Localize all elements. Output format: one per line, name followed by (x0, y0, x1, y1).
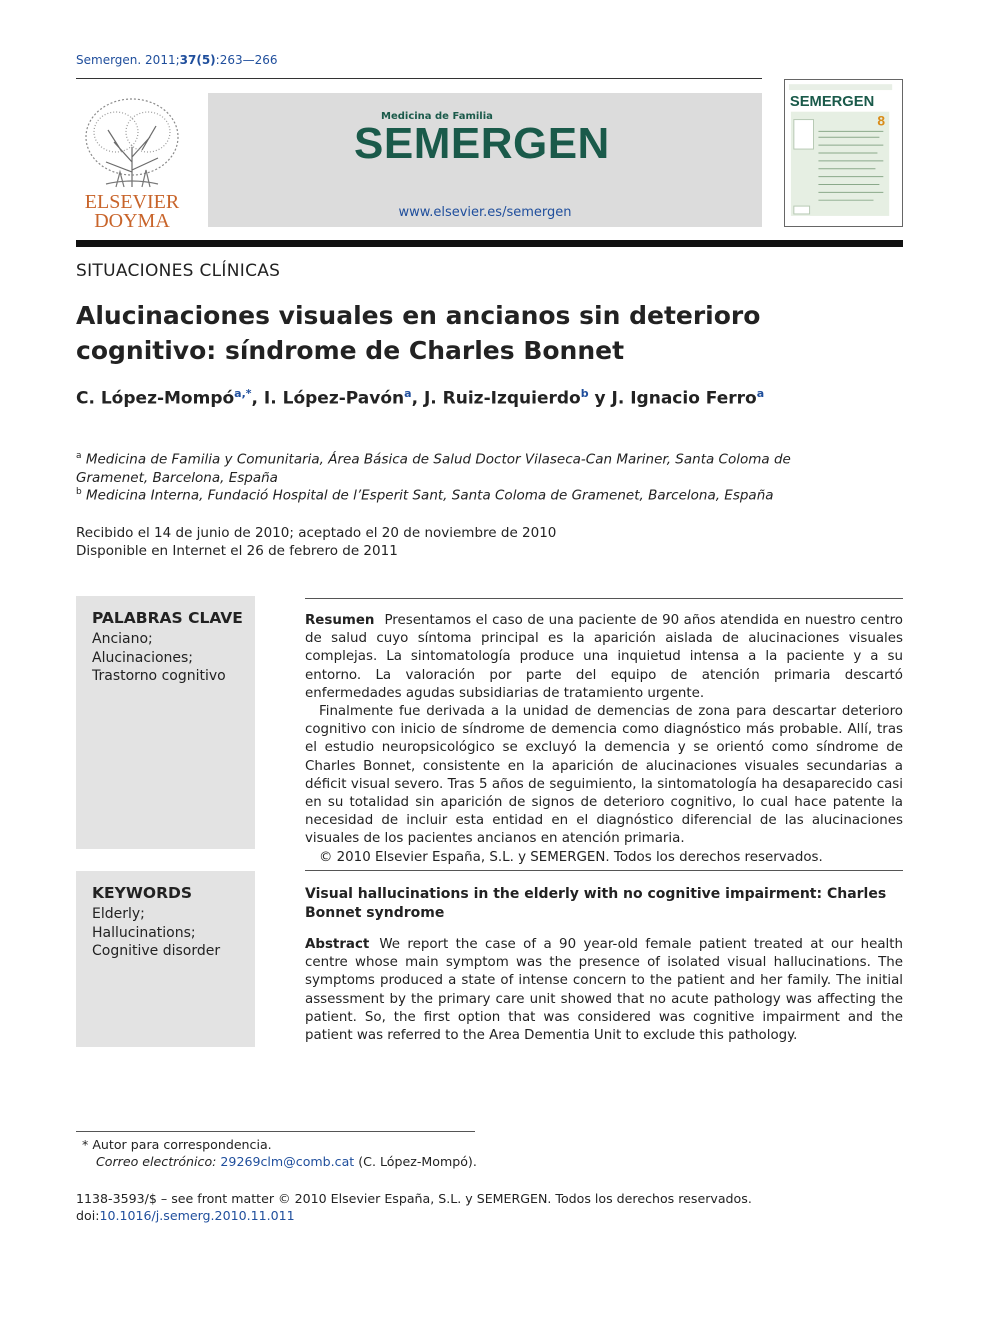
email-link[interactable]: 29269clm@comb.cat (220, 1154, 355, 1169)
doi-line (76, 1207, 295, 1224)
author-affiliation-marker[interactable]: a,* (234, 387, 252, 400)
resumen-paragraph-1: Presentamos el caso de una paciente de 90 años atendida en nuestro centro de salud cuyo síntoma principal es la aparición aislada de alucinaciones visuales complejas. La sintomatología produce una inquietud intensa a la paciente y a su entorno. La valoración por parte del equipo de atención primaria descartó enfermedades agudas subsidiarias de tratamiento urgente. (305, 613, 903, 701)
author-list (76, 387, 764, 409)
keyword-item: Hallucinations; (92, 924, 196, 941)
online-date: Disponible en Internet el 26 de febrero de 2011 (76, 543, 398, 559)
journal-cover-thumbnail (784, 79, 903, 227)
author-name: J. Ruiz-Izquierdo (423, 388, 581, 409)
keywords-en-box (76, 871, 255, 1047)
english-title: Visual hallucinations in the elderly with no cognitive impairment: Charles Bonnet syndrome (305, 886, 887, 921)
abstract-en (305, 936, 903, 1045)
author-name: C. López-Mompó (76, 388, 235, 409)
journal-citation[interactable] (76, 53, 278, 67)
abstract-label: Abstract (305, 937, 370, 952)
received-date: Recibido el 14 de junio de 2010; aceptado el 20 de noviembre de 2010 (76, 525, 557, 541)
keyword-item: Anciano; (92, 631, 153, 647)
citation-year: 2011; (145, 53, 180, 67)
footnote-text: Autor para correspondencia. (92, 1137, 272, 1152)
doi-prefix: doi: (76, 1208, 100, 1223)
author-separator: y (588, 388, 612, 409)
resumen-copyright: © 2010 Elsevier España, S.L. y SEMERGEN. Todos los derechos reservados. (319, 849, 823, 865)
keyword-item: Elderly; (92, 906, 145, 922)
affiliation-text: Medicina Interna, Fundació Hospital de l’Esperit Sant, Santa Coloma de Gramenet, Barcelona, España (86, 487, 774, 504)
keywords-en-title: KEYWORDS (92, 884, 193, 902)
logo-line-elsevier: ELSEVIER (84, 191, 180, 213)
journal-banner (208, 93, 762, 227)
citation-volume: 37(5) (179, 53, 216, 67)
banner-brand: SEMERGEN (354, 119, 610, 168)
abstract-es (305, 612, 903, 867)
affiliation-label: a (76, 451, 82, 461)
author-separator: , (411, 388, 424, 409)
header-rule (76, 78, 762, 79)
keywords-es-title: PALABRAS CLAVE (92, 609, 243, 627)
affiliation-a (76, 447, 836, 487)
affiliation-b (76, 483, 836, 505)
resumen-paragraph-2: Finalmente fue derivada a la unidad de demencias de zona para descartar deterioro cognitivo con inicio de síndrome de demencia como diagnóstico más probable. Allí, tras el estudio neuropsicológico se excluyó la demencia y se orientó como síndrome de Charles Bonnet, consistente en la aparición de alucinaciones visuales secundarias a déficit visual severo. Tras 5 años de seguimiento, la sintomatología ha desaparecido casi en su totalidad sin aparición de signos de deterioro cognitivo, lo cual hace patente la necesidad de incluir esta entidad en el diagnóstico diferencial de las alucinaciones visuales de los pacientes ancianos en atención primaria. (305, 704, 903, 847)
citation-pages: :263—266 (215, 53, 278, 67)
citation-journal: Semergen. (76, 53, 142, 67)
keyword-item: Cognitive disorder (92, 943, 221, 959)
keyword-item: Alucinaciones; (92, 649, 194, 666)
cover-issue-number: 8 (877, 113, 886, 129)
section-label: SITUACIONES CLÍNICAS (76, 261, 281, 281)
logo-line-doyma: DOYMA (94, 210, 170, 230)
banner-subtitle: Medicina de Familia (381, 111, 493, 122)
correspondence-footnote (82, 1136, 272, 1153)
header-thick-bar (76, 240, 903, 247)
abstract-es-rule (305, 598, 903, 599)
author-affiliation-marker[interactable]: b (580, 387, 589, 400)
author-separator: , (251, 388, 264, 409)
resumen-label: Resumen (305, 613, 375, 628)
author-name: I. López-Pavón (263, 388, 405, 409)
author-name: J. Ignacio Ferro (611, 388, 757, 409)
issn-line: 1138-3593/$ – see front matter © 2010 Elsevier España, S.L. y SEMERGEN. Todos los derechos reservados. (76, 1191, 752, 1206)
cover-brand: SEMERGEN (789, 93, 875, 110)
correspondence-email (96, 1153, 477, 1170)
doi-link[interactable]: 10.1016/j.semerg.2010.11.011 (99, 1208, 295, 1223)
footnote-marker: * (82, 1137, 89, 1152)
abstract-text: We report the case of a 90 year-old female patient treated at our health centre whose main symptom was the presence of isolated visual hallucinations. The symptoms produced a state of intense concern to the patient and her family. The initial assessment by the primary care unit showed that no acute pathology was affecting the patient. So, the first option that was considered was cognitive impairment and the patient was referred to the Area Dementia Unit to exclude this pathology. (305, 937, 903, 1044)
author-affiliation-marker[interactable]: a (756, 387, 765, 400)
article-title: Alucinaciones visuales en ancianos sin deterioro cognitivo: síndrome de Charles Bonnet (76, 301, 761, 365)
footnote-rule (76, 1131, 475, 1132)
keywords-es-box (76, 596, 255, 849)
affiliation-label: b (76, 487, 82, 497)
email-owner: (C. López-Mompó). (358, 1154, 477, 1169)
email-label: Correo electrónico: (96, 1154, 217, 1169)
elsevier-doyma-logo (76, 92, 188, 230)
affiliation-text: Medicina de Familia y Comunitaria, Área Básica de Salud Doctor Vilaseca-Can Mariner, Santa Coloma de Gramenet, Barcelona, España (76, 451, 791, 486)
abstract-en-rule (305, 870, 903, 871)
keyword-item: Trastorno cognitivo (92, 668, 226, 684)
journal-url-link[interactable]: www.elsevier.es/semergen (398, 205, 572, 220)
author-affiliation-marker[interactable]: a (404, 387, 412, 400)
